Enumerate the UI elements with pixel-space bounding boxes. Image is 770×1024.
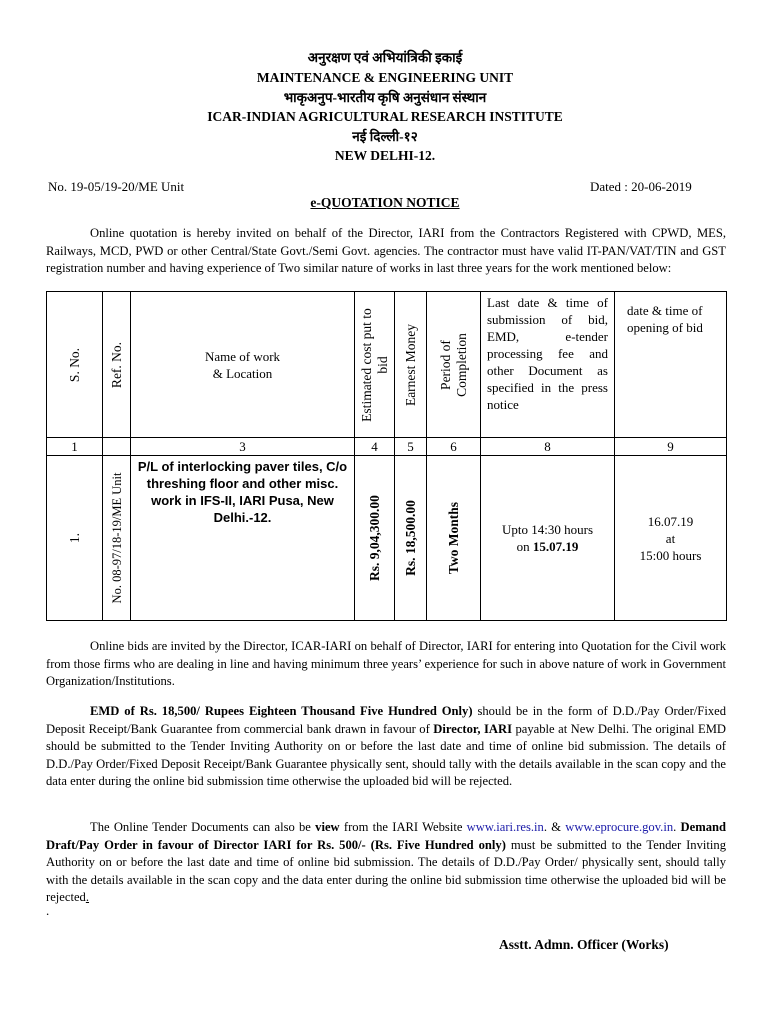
iari-website-link[interactable]: www.iari.res.in xyxy=(466,820,544,834)
col-number: 3 xyxy=(131,438,355,456)
col-number: 5 xyxy=(395,438,427,456)
emd-text-rest: payable at New Delhi. The original EMD should be submitted to the Tender Inviting Authority on or before the last date and time of online bid submission. The details of D.D./Pay Order/Fixed Deposit Receipt/Bank Guarantee physically sent, should tally with the details available in the scan copy and the data enter during the online bid submission time otherwise the uploaded bid will be rejected. xyxy=(46,721,727,789)
dated: Dated : 20-06-2019 xyxy=(590,179,692,194)
doc-dot: . xyxy=(673,820,681,834)
doc-text-start: The Online Tender Documents can also be xyxy=(90,820,316,834)
doc-demand-draft: Demand Draft/Pay Order in favour of Director IARI for Rs. 500/- (Rs. Five Hundred only) xyxy=(46,820,727,852)
col-number: 8 xyxy=(481,438,615,456)
row-name-of-work: P/L of interlocking paver tiles, C/o threshing floor and other misc. work in IFS-II, IARI Pusa, New Delhi.-12. xyxy=(131,456,355,621)
notice-title: e-QUOTATION NOTICE xyxy=(310,195,460,210)
emd-text: should be in the form of D.D./Pay Order/Fixed Deposit Receipt/Bank Guarantee from commercial bank drawn in favour of xyxy=(46,704,726,736)
unit-title: MAINTENANCE & ENGINEERING UNIT xyxy=(256,70,514,85)
doc-text-rest: must be submitted to the Tender Inviting Authority on or before the last date and time of online bid submission. The details of D.D./Pay Order/ physically sent, should tally with the details available in the scan copy and the data enter during the online bid submission time otherwise the uploaded bid will be rejected xyxy=(46,837,726,905)
header-opening-date: date & time of opening of bid xyxy=(615,292,727,438)
col-number: 9 xyxy=(615,438,727,456)
eprocure-website-link[interactable]: www.eprocure.gov.in xyxy=(565,820,674,834)
doc-end-dot: . xyxy=(85,890,90,905)
row-estimated-cost: Rs. 9,04,300.00 xyxy=(355,456,395,621)
stray-dot: . xyxy=(46,903,50,918)
row-sno: 1. xyxy=(47,456,103,621)
hindi-unit-title: अनुरक्षण एवं अभियांत्रिकी इकाई xyxy=(307,50,463,65)
header-sno: S. No. xyxy=(47,292,103,438)
emd-paragraph xyxy=(46,703,726,791)
column-number-row xyxy=(47,438,727,456)
intro-paragraph: Online quotation is hereby invited on behalf of the Director, IARI from the Contractors Registered with CPWD, MES, Railways, MCD, PWD or other Central/State Govt./Semi Govt. agencies. The contractor must have valid IT-PAN/VAT/TIN and GST registration number and having experience of Two similar nature of works in last three years for the work mentioned below: xyxy=(46,226,726,276)
doc-amp: . & xyxy=(543,820,566,834)
row-last-date xyxy=(481,456,615,621)
reference-number: No. 19-05/19-20/ME Unit xyxy=(48,179,185,194)
col-number: 1 xyxy=(47,438,103,456)
row-opening-time: 15:00 hours xyxy=(639,547,702,563)
doc-text-from: from the IARI Website xyxy=(339,820,467,834)
row-last-date-value: 15.07.19 xyxy=(532,539,579,554)
hindi-city: नई दिल्ली-१२ xyxy=(352,129,418,144)
header-estimated-cost: Estimated cost put to bid xyxy=(355,292,395,438)
header-period: Period of Completion xyxy=(427,292,481,438)
row-earnest-money: Rs. 18,500.00 xyxy=(395,456,427,621)
work-table xyxy=(46,291,727,621)
documents-paragraph xyxy=(46,819,726,907)
header-last-date: Last date & time of submission of bid, EMD, e-tender processing fee and other Document as specified in the press notice xyxy=(481,292,615,438)
row-period: Two Months xyxy=(427,456,481,621)
table-row xyxy=(47,456,727,621)
emd-amount: EMD of Rs. 18,500/ Rupees Eighteen Thousand Five Hundred Only) xyxy=(90,704,473,718)
row-opening-at: at xyxy=(665,530,676,546)
row-opening-date-value: 16.07.19 xyxy=(647,513,694,529)
hindi-institute-title: भाकृअनुप-भारतीय कृषि अनुसंधान संस्थान xyxy=(283,90,487,105)
table-header-row xyxy=(47,292,727,438)
header-ref: Ref. No. xyxy=(103,292,131,438)
col-number: 4 xyxy=(355,438,395,456)
header-earnest-money: Earnest Money xyxy=(395,292,427,438)
col-number-empty xyxy=(103,438,131,456)
row-ref: No. 08-97/18-19/ME Unit xyxy=(103,456,131,621)
city: NEW DELHI-12. xyxy=(334,148,436,163)
emd-payee: Director, IARI xyxy=(433,721,512,736)
header-name-of-work: Name of work & Location xyxy=(131,292,355,438)
doc-view: view xyxy=(315,820,340,834)
institute-title: ICAR-INDIAN AGRICULTURAL RESEARCH INSTITUTE xyxy=(207,109,563,124)
bids-paragraph: Online bids are invited by the Director, ICAR-IARI on behalf of Director, IARI for entering into Quotation for the Civil work from those firms who are dealing in line and having minimum three years’ experience for such in above nature of work in Government Organization/Institutions. xyxy=(46,639,726,689)
signature: Asstt. Admn. Officer (Works) xyxy=(499,937,669,952)
col-number: 6 xyxy=(427,438,481,456)
row-opening-date xyxy=(615,456,727,621)
row-last-date-prefix: Upto 14:30 hours on xyxy=(502,522,593,554)
